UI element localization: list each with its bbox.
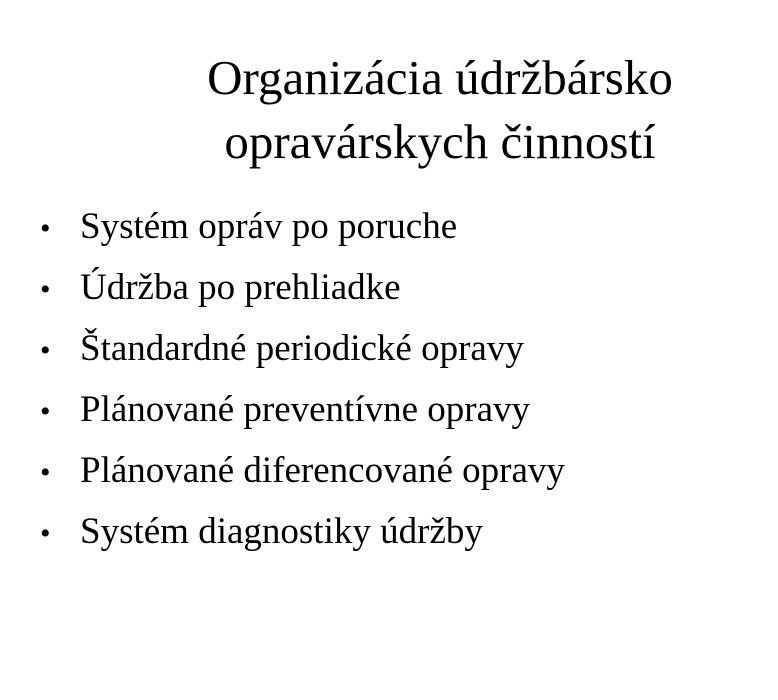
bullet-dot-icon: •	[40, 273, 51, 306]
bullet-item	[40, 318, 565, 379]
bullet-text: Štandardné periodické opravy	[80, 328, 524, 369]
bullet-text: Systém diagnostiky údržby	[80, 511, 483, 552]
slide-title	[120, 46, 760, 174]
bullet-text: Plánované diferencované opravy	[80, 450, 565, 491]
slide-title-line-1: Organizácia údržbársko	[207, 50, 673, 105]
bullet-dot-icon: •	[40, 456, 51, 489]
bullet-item	[40, 501, 565, 562]
bullet-text: Systém opráv po poruche	[80, 206, 458, 247]
slide-title-line-2: opravárskych činností	[224, 114, 656, 169]
bullet-list	[40, 196, 565, 562]
bullet-dot-icon: •	[40, 334, 51, 367]
bullet-text: Plánované preventívne opravy	[80, 389, 531, 430]
bullet-item	[40, 196, 565, 257]
bullet-item	[40, 440, 565, 501]
bullet-dot-icon: •	[40, 395, 51, 428]
bullet-text: Údržba po prehliadke	[80, 267, 401, 308]
bullet-item	[40, 379, 565, 440]
bullet-dot-icon: •	[40, 517, 51, 550]
bullet-dot-icon: •	[40, 212, 51, 245]
bullet-item	[40, 257, 565, 318]
